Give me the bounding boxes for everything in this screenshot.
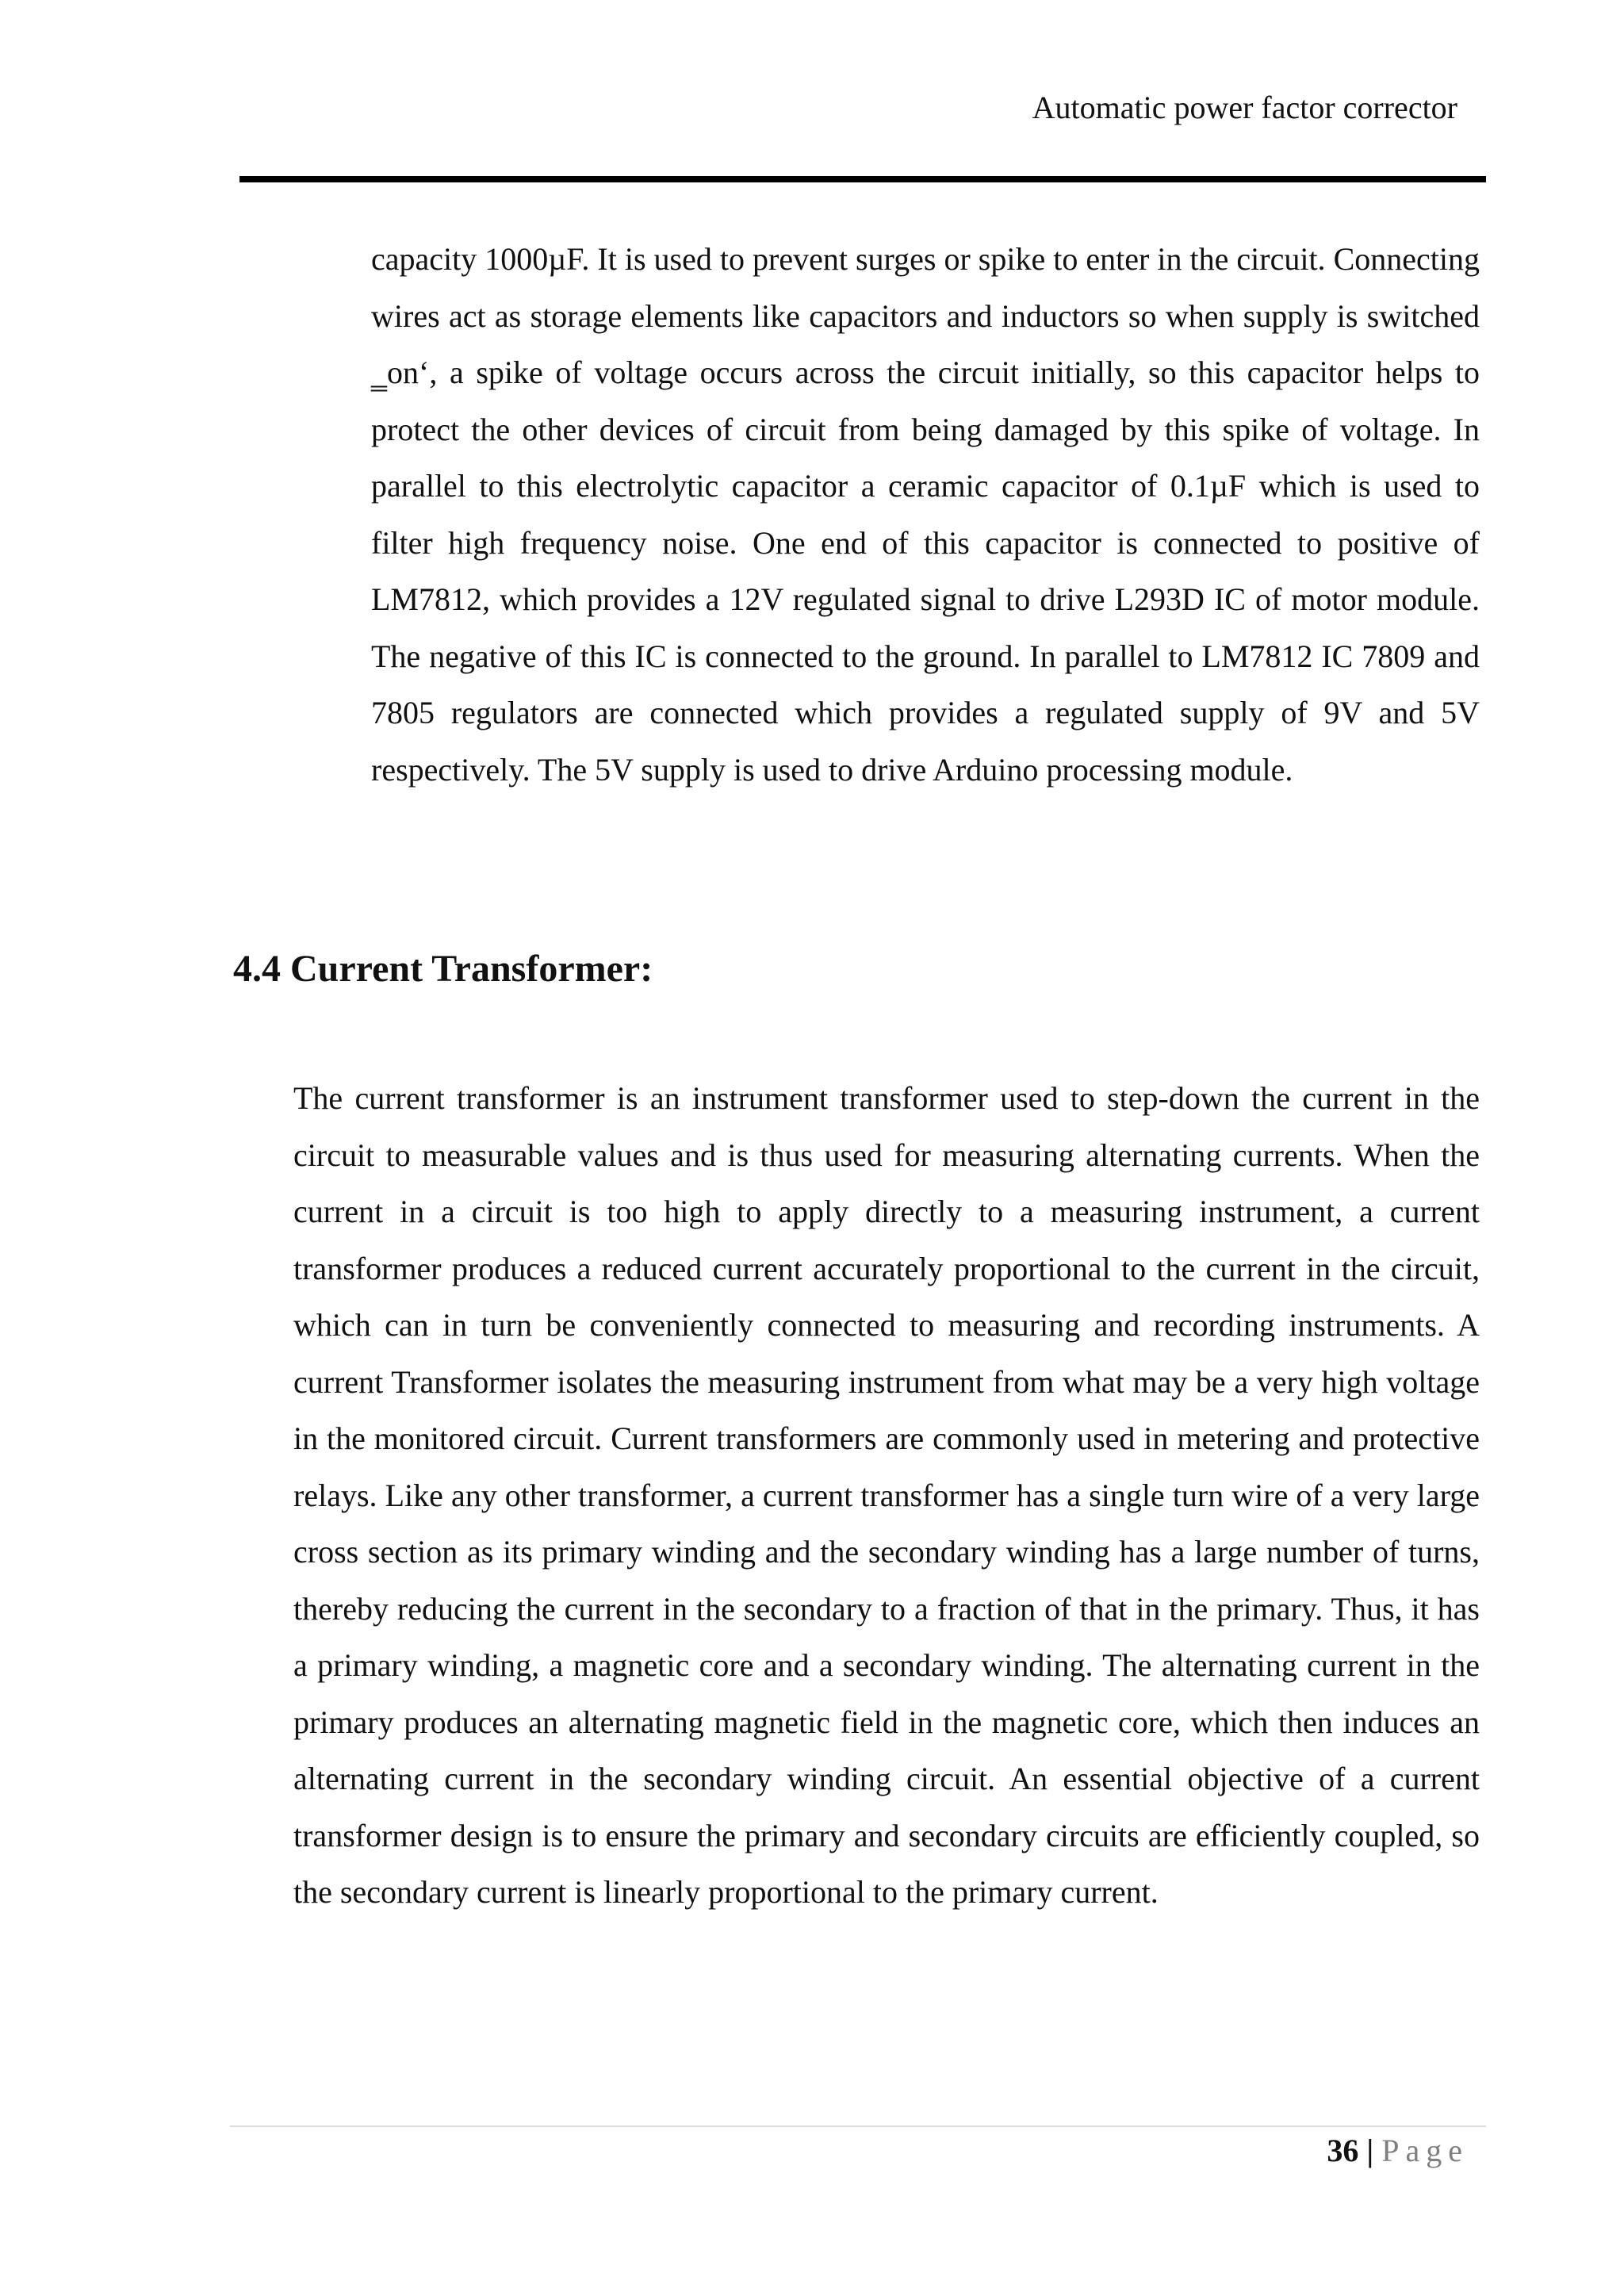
footer-rule xyxy=(230,2125,1486,2127)
continued-paragraph: capacity 1000µF. It is used to prevent surges or spike to enter in the circuit. Connecting wires act as storage elements like capacitors and inductors so when supply is switched ‗on‘, a spike of voltage occurs across the circuit initially, so this capacitor helps to protect the other devices of circuit from being damaged by this spike of voltage. In parallel to this electrolytic capacitor a ceramic capacitor of 0.1µF which is used to filter high frequency noise. One end of this capacitor is connected to positive of LM7812, which provides a 12V regulated signal to drive L293D IC of motor module. The negative of this IC is connected to the ground. In parallel to LM7812 IC 7809 and 7805 regulators are connected which provides a regulated supply of 9V and 5V respectively. The 5V supply is used to drive Arduino processing module. xyxy=(371,241,1480,788)
running-header-title: Automatic power factor corrector xyxy=(1032,90,1457,125)
header-rule xyxy=(239,176,1486,182)
section-paragraph: The current transformer is an instrument transformer used to step-down the current in the circuit to measurable values and is thus used for measuring alternating currents. When the current in a circuit is too high to apply directly to a measuring instrument, a current transformer produces a reduced current accurately proportional to the current in the circuit, which can in turn be conveniently connected to measuring and recording instruments. A current Transformer isolates the measuring instrument from what may be a very high voltage in the monitored circuit. Current transformers are commonly used in metering and protective relays. Like any other transformer, a current transformer has a single turn wire of a very large cross section as its primary winding and the secondary winding has a large number of turns, thereby reducing the current in the secondary to a fraction of that in the primary. Thus, it has a primary winding, a magnetic core and a secondary winding. The alternating current in the primary produces an alternating magnetic field in the magnetic core, which then induces an alternating current in the secondary winding circuit. An essential objective of a current transformer design is to ensure the primary and secondary circuits are efficiently coupled, so the secondary current is linearly proportional to the primary current. xyxy=(293,1080,1480,1910)
section-heading: 4.4 Current Transformer: xyxy=(233,948,653,990)
page-label: Page xyxy=(1381,2133,1469,2168)
page-footer xyxy=(1327,2129,1469,2173)
footer-separator: | xyxy=(1366,2133,1374,2168)
page-number: 36 xyxy=(1327,2133,1359,2168)
